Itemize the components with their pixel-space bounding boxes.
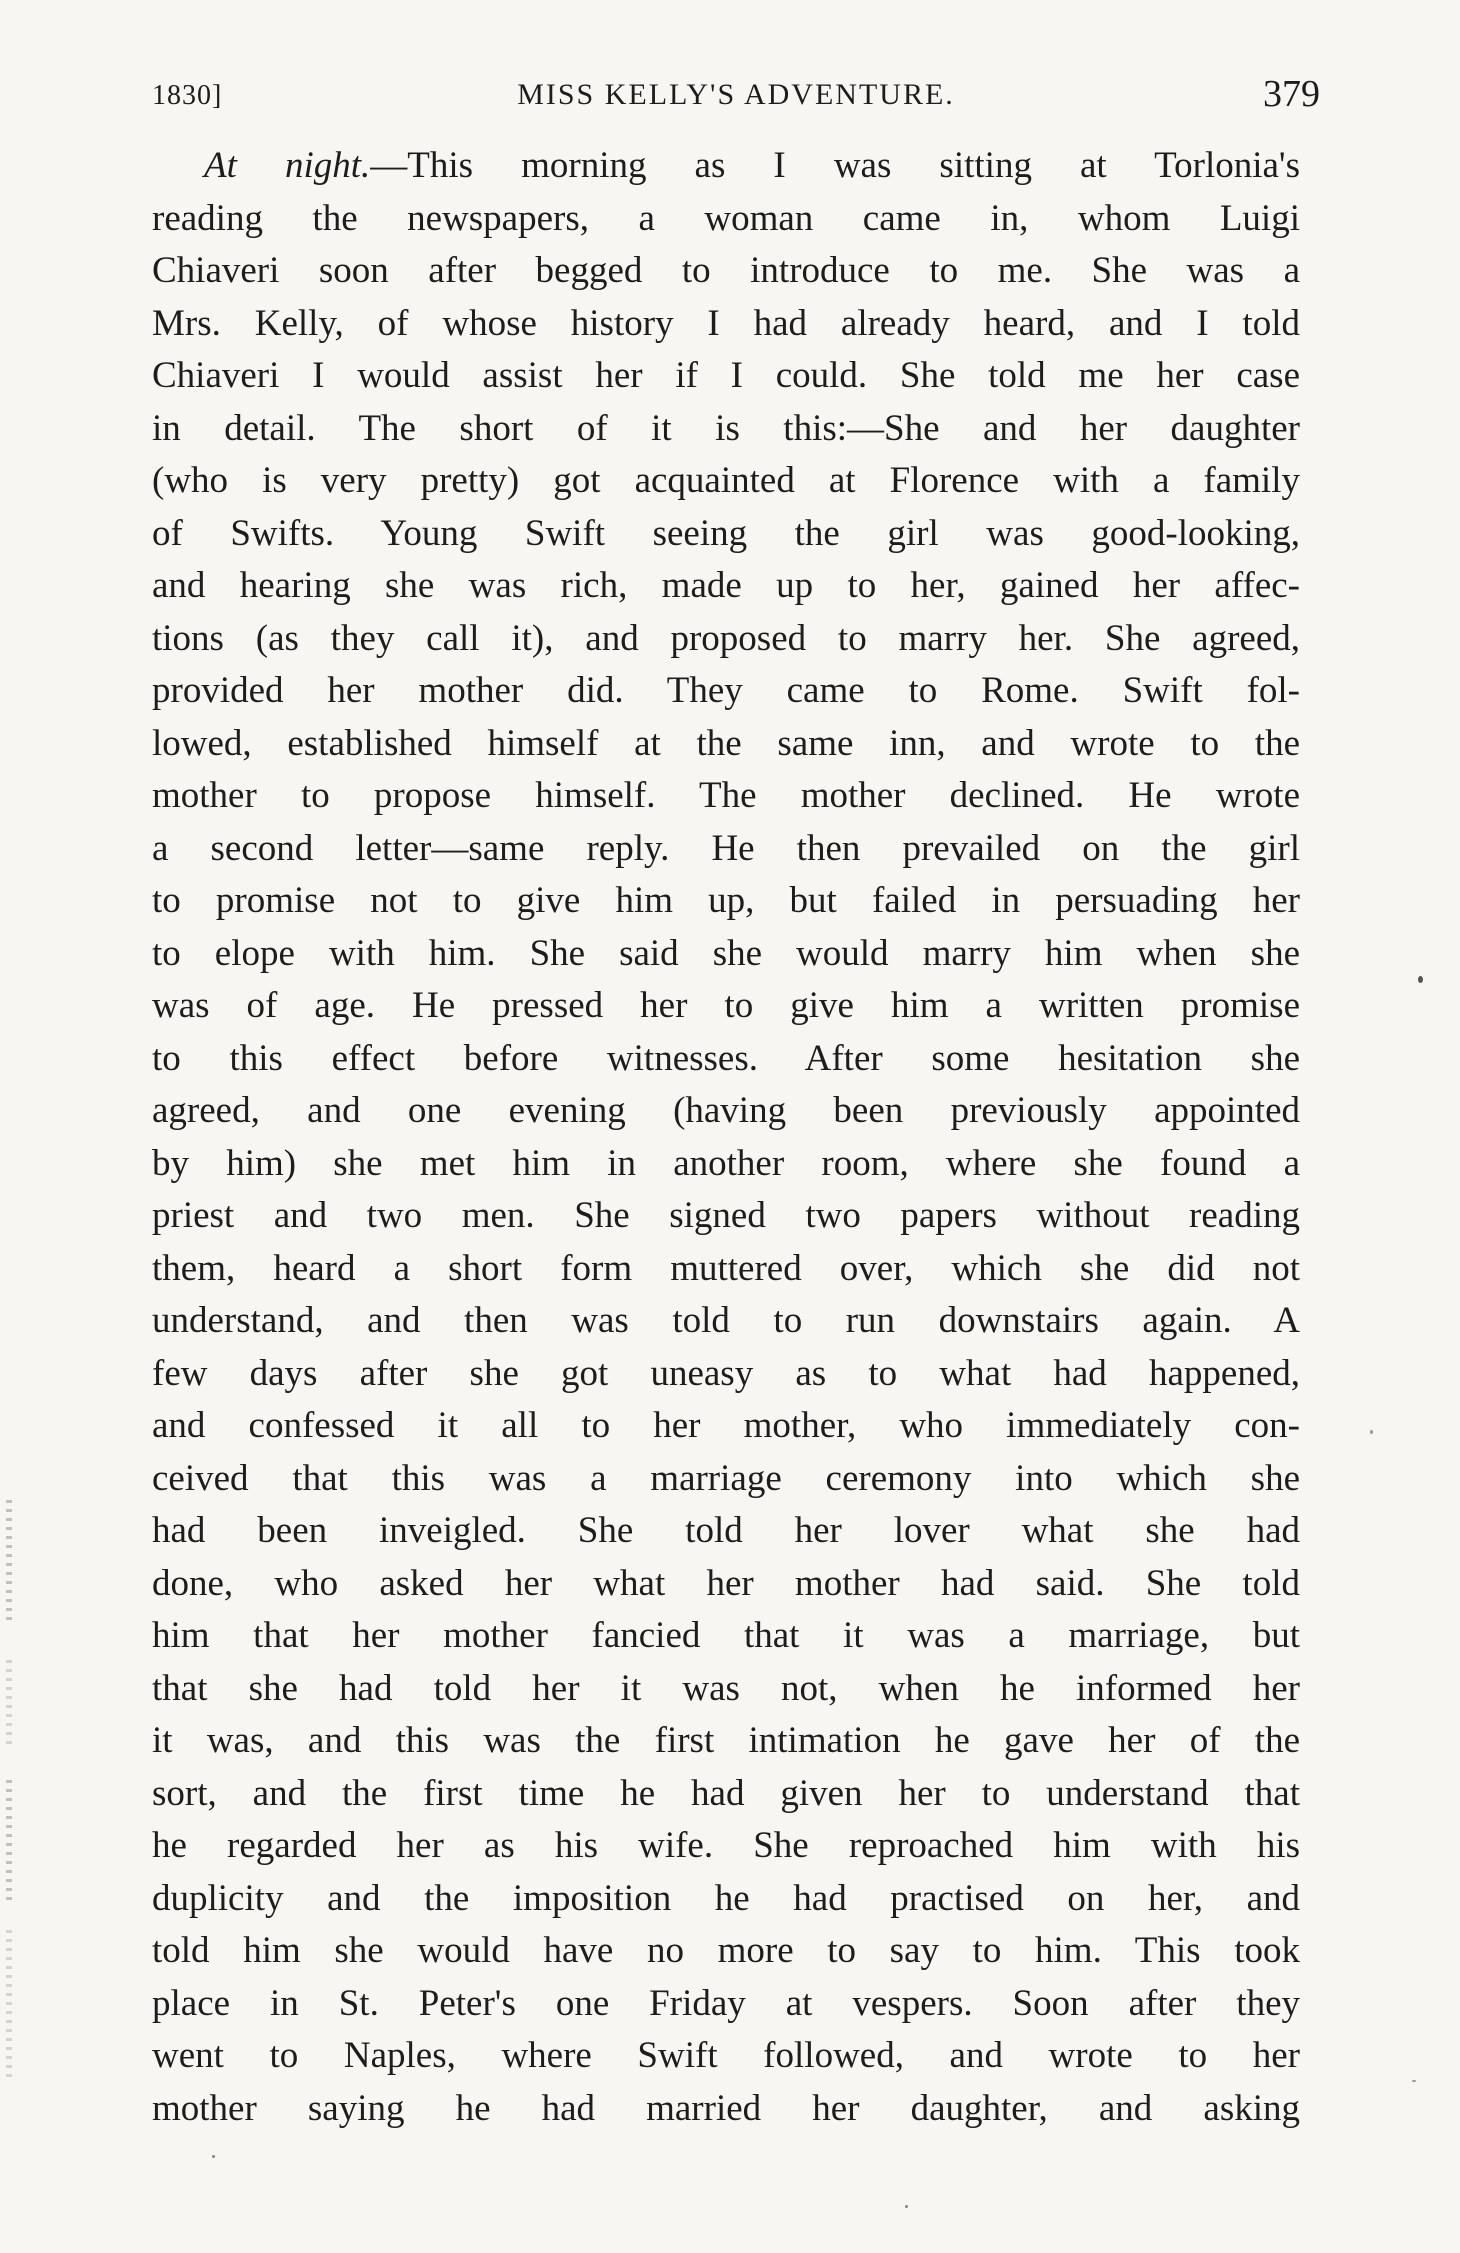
text-line: agreed, and one evening (having been previously appointed bbox=[152, 1090, 1300, 1131]
text-line: told him she would have no more to say to him. This took bbox=[152, 1930, 1300, 1971]
page-number: 379 bbox=[1263, 73, 1320, 115]
text-line: of Swifts. Young Swift seeing the girl was good-looking, bbox=[152, 512, 1300, 554]
text-line: mother to propose himself. The mother declined. He wrote bbox=[152, 775, 1300, 816]
paper-speck bbox=[1418, 976, 1423, 983]
text-line bbox=[152, 140, 1300, 193]
text-line: to promise not to give him up, but failed in persuading her bbox=[152, 880, 1300, 921]
paper-speck bbox=[212, 2155, 215, 2158]
text-line: them, heard a short form muttered over, which she did not bbox=[152, 1247, 1300, 1289]
text-line: duplicity and the imposition he had practised on her, and bbox=[152, 1877, 1300, 1919]
gutter-shadow bbox=[6, 1660, 12, 1750]
text-line: few days after she got uneasy as to what had happened, bbox=[152, 1352, 1300, 1394]
text-line: place in St. Peter's one Friday at vespers. Soon after they bbox=[152, 1982, 1300, 2024]
gutter-shadow bbox=[6, 1500, 12, 1620]
text-line: sort, and the first time he had given her to understand that bbox=[152, 1772, 1300, 1814]
paper-speck bbox=[905, 2205, 908, 2208]
text-line-content: —This morning as I was sitting at Torlonia's bbox=[370, 145, 1300, 186]
text-line: tions (as they call it), and proposed to marry her. She agreed, bbox=[152, 617, 1300, 659]
text-line: (who is very pretty) got acquainted at Florence with a family bbox=[152, 460, 1300, 501]
text-line: a second letter—same reply. He then prevailed on the girl bbox=[152, 827, 1300, 869]
text-line: him that her mother fancied that it was a marriage, but bbox=[152, 1615, 1300, 1656]
text-line: Chiaveri soon after begged to introduce to me. She was a bbox=[152, 250, 1300, 291]
body-text bbox=[152, 140, 1300, 2135]
running-title: MISS KELLY'S ADVENTURE. bbox=[517, 78, 955, 111]
header-year: 1830] bbox=[152, 80, 223, 111]
text-line: to this effect before witnesses. After some hesitation she bbox=[152, 1037, 1300, 1079]
text-line: understand, and then was told to run downstairs again. A bbox=[152, 1300, 1300, 1341]
text-line: that she had told her it was not, when he informed her bbox=[152, 1667, 1300, 1709]
text-line: it was, and this was the first intimation he gave her of the bbox=[152, 1720, 1300, 1761]
text-line: ceived that this was a marriage ceremony into which she bbox=[152, 1457, 1300, 1499]
text-line: done, who asked her what her mother had said. She told bbox=[152, 1562, 1300, 1604]
text-line: and hearing she was rich, made up to her, gained her affec- bbox=[152, 565, 1300, 606]
text-line: Chiaveri I would assist her if I could. She told me her case bbox=[152, 355, 1300, 396]
lead-italic: At night. bbox=[204, 145, 371, 186]
text-line: by him) she met him in another room, where she found a bbox=[152, 1142, 1300, 1184]
text-line: provided her mother did. They came to Rome. Swift fol- bbox=[152, 670, 1300, 711]
gutter-shadow bbox=[6, 1930, 12, 2080]
text-line: was of age. He pressed her to give him a written promise bbox=[152, 985, 1300, 1026]
text-line: lowed, established himself at the same inn, and wrote to the bbox=[152, 722, 1300, 764]
text-line: reading the newspapers, a woman came in, whom Luigi bbox=[152, 197, 1300, 239]
paper-speck bbox=[1412, 2080, 1416, 2082]
text-line: Mrs. Kelly, of whose history I had already heard, and I told bbox=[152, 302, 1300, 344]
gutter-shadow bbox=[6, 1780, 12, 1900]
page-header bbox=[152, 72, 1320, 122]
paper-speck bbox=[1370, 1430, 1373, 1434]
text-line: priest and two men. She signed two papers without reading bbox=[152, 1195, 1300, 1236]
text-line: he regarded her as his wife. She reproached him with his bbox=[152, 1825, 1300, 1866]
text-line: to elope with him. She said she would marry him when she bbox=[152, 932, 1300, 974]
text-line: had been inveigled. She told her lover what she had bbox=[152, 1510, 1300, 1551]
text-line: mother saying he had married her daughter, and asking bbox=[152, 2087, 1300, 2129]
text-line: went to Naples, where Swift followed, and wrote to her bbox=[152, 2035, 1300, 2076]
text-line: in detail. The short of it is this:—She and her daughter bbox=[152, 407, 1300, 449]
text-line: and confessed it all to her mother, who immediately con- bbox=[152, 1405, 1300, 1446]
